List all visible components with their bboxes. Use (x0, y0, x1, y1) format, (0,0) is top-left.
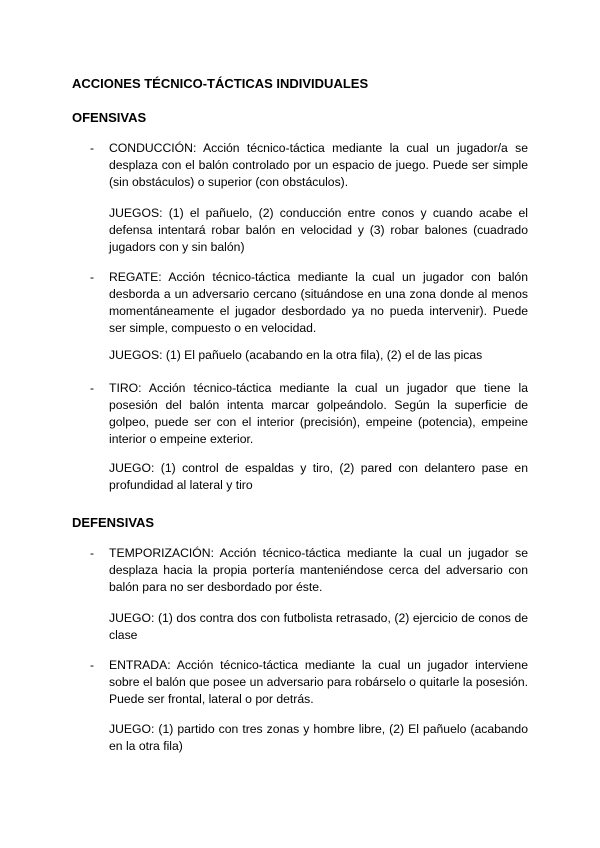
games-text-conduccion: JUEGOS: (1) el pañuelo, (2) conducción entre conos y cuando acabe el defensa intentará robar balón en velocidad y (3) robar balones (cuadrado jugadors con y sin balón) (109, 206, 528, 254)
item-text: CONDUCCIÓN: Acción técnico-táctica mediante la cual un jugador/a se desplaza con el balón controlado por un espacio de juego. Puede ser simple (sin obstáculos) o superior (con obstáculos). (109, 141, 528, 189)
games-text-tiro: JUEGO: (1) control de espaldas y tiro, (2) pared con delantero pase en profundidad al lateral y tiro (109, 461, 528, 492)
list-item-regate (90, 269, 528, 337)
item-text: ENTRADA: Acción técnico-táctica mediante la cual un jugador interviene sobre el balón que posee un adversario para robárselo o quitarle la posesión. Puede ser frontal, lateral o por detrás. (109, 658, 528, 706)
bullet-dash: - (90, 658, 95, 672)
list-item-tiro (90, 380, 528, 448)
games-text-entrada: JUEGO: (1) partido con tres zonas y hombre libre, (2) El pañuelo (acabando en la otra fila) (109, 722, 528, 753)
section-heading-defensivas: DEFENSIVAS (72, 515, 155, 530)
document-title: ACCIONES TÉCNICO-TÁCTICAS INDIVIDUALES (72, 76, 369, 91)
list-item-conduccion (90, 140, 528, 191)
section-heading-ofensivas: OFENSIVAS (72, 110, 147, 125)
bullet-dash: - (90, 546, 95, 560)
bullet-dash: - (90, 270, 95, 284)
bullet-dash: - (90, 141, 95, 155)
item-text: REGATE: Acción técnico-táctica mediante la cual un jugador con balón desborda a un adversario cercano (situándose en una zona donde al menos momentáneamente el jugador desbordado ya no pueda intervenir). Puede ser simple, compuesto o en velocidad. (109, 270, 528, 335)
item-text: TEMPORIZACIÓN: Acción técnico-táctica mediante la cual un jugador se desplaza hacia la propia portería manteniéndose cerca del adversario con balón para no ser desbordado por éste. (109, 546, 528, 594)
games-text-regate: JUEGOS: (1) El pañuelo (acabando en la otra fila), (2) el de las picas (109, 348, 483, 362)
list-item-entrada (90, 657, 528, 708)
item-text: TIRO: Acción técnico-táctica mediante la cual un jugador que tiene la posesión del balón intenta marcar golpeándolo. Según la superficie de golpeo, puede ser con el interior (precisión), empeine (potencia), empeine interior o empeine exterior. (109, 381, 528, 446)
bullet-dash: - (90, 381, 95, 395)
games-text-temporizacion: JUEGO: (1) dos contra dos con futbolista retrasado, (2) ejercicio de conos de clase (109, 611, 528, 642)
list-item-temporizacion (90, 545, 528, 596)
